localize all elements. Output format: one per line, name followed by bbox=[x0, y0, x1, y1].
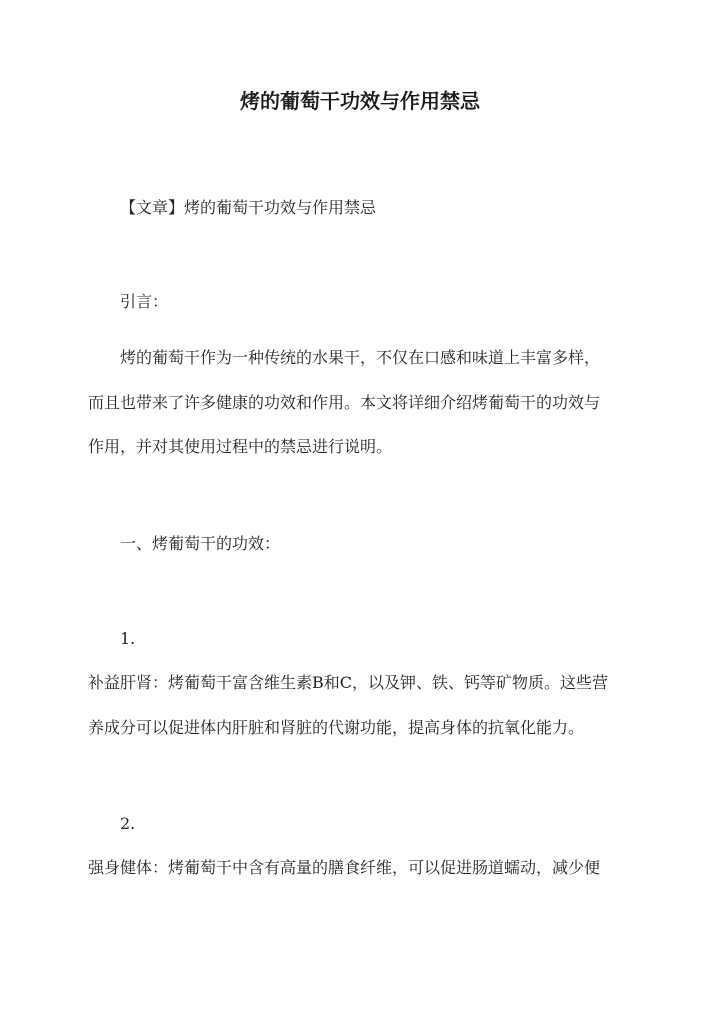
item-1-line-1: 补益肝肾：烤葡萄干富含维生素B和C，以及钾、铁、钙等矿物质。这些营 bbox=[88, 673, 609, 692]
document-title: 烤的葡萄干功效与作用禁忌 bbox=[240, 89, 480, 113]
intro-heading: 引言： bbox=[120, 292, 169, 311]
article-tag: 【文章】烤的葡萄干功效与作用禁忌 bbox=[120, 198, 377, 217]
item-number-2: 2. bbox=[120, 814, 136, 833]
intro-line-3: 作用，并对其使用过程中的禁忌进行说明。 bbox=[88, 437, 393, 456]
intro-line-2: 而且也带来了许多健康的功效和作用。本文将详细介绍烤葡萄干的功效与 bbox=[88, 393, 601, 412]
section-heading: 一、烤葡萄干的功效： bbox=[120, 534, 281, 553]
item-1-line-2: 养成分可以促进体内肝脏和肾脏的代谢功能，提高身体的抗氧化能力。 bbox=[88, 718, 585, 737]
item-2-line-1: 强身健体：烤葡萄干中含有高量的膳食纤维，可以促进肠道蠕动，减少便 bbox=[88, 858, 601, 877]
item-number-1: 1. bbox=[120, 629, 136, 648]
intro-line-1: 烤的葡萄干作为一种传统的水果干，不仅在口感和味道上丰富多样， bbox=[120, 348, 601, 367]
